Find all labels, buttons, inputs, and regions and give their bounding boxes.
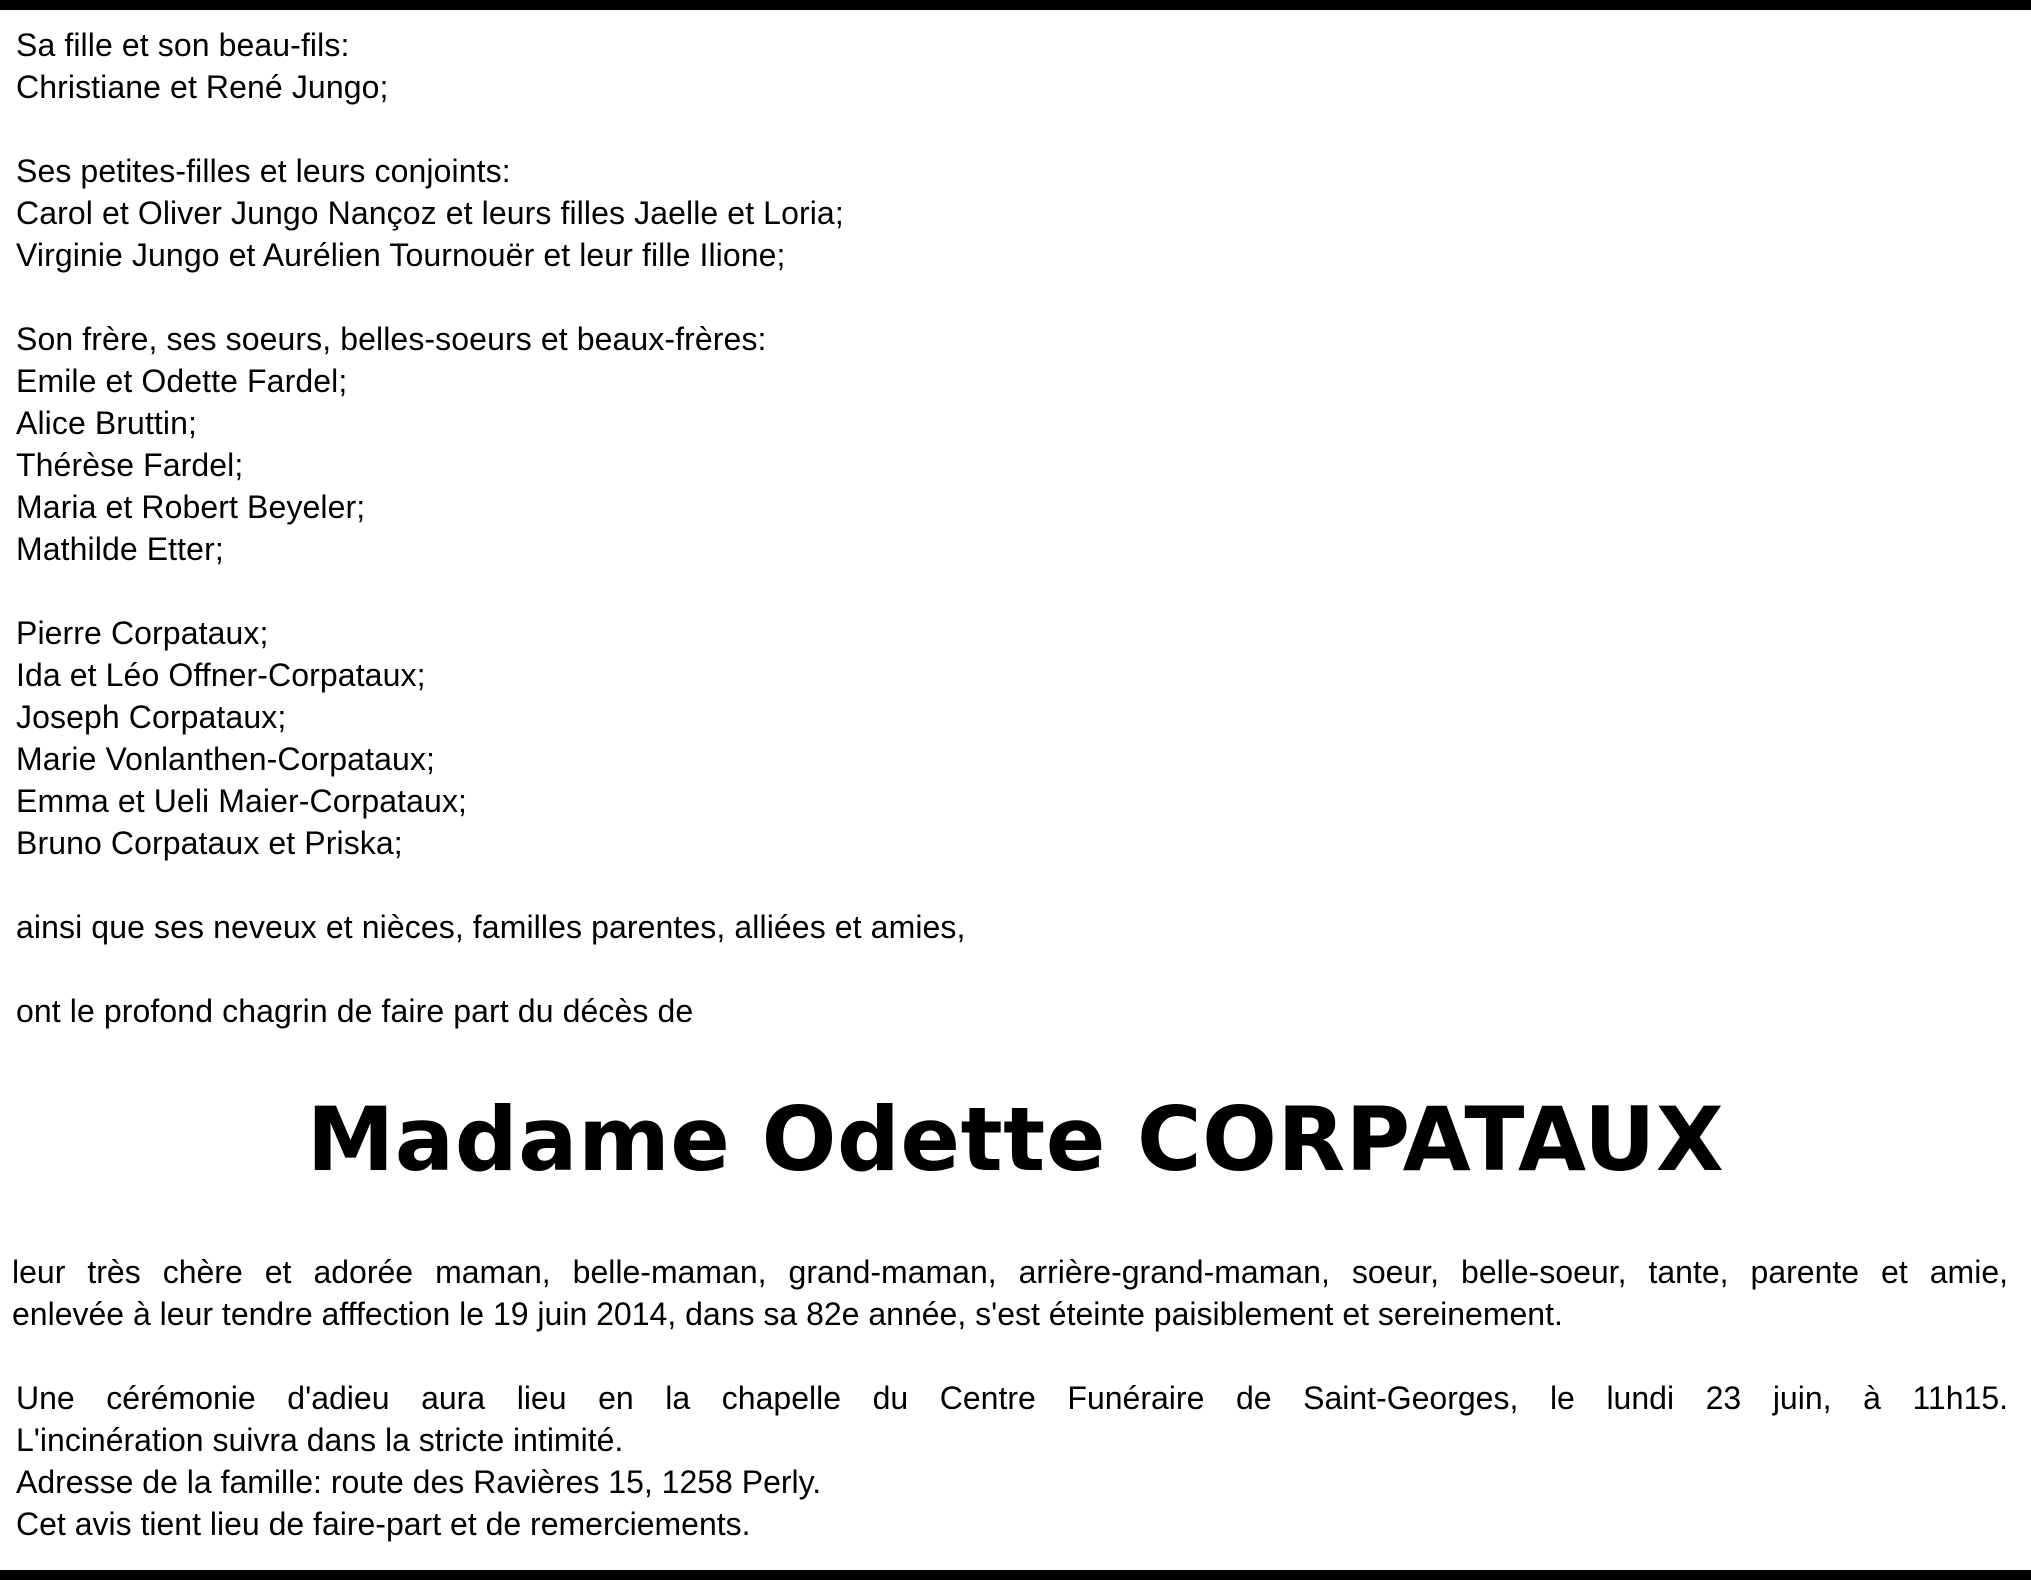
granddaughters-heading: Ses petites-filles et leurs conjoints: xyxy=(16,153,511,189)
sibling-line: Mathilde Etter; xyxy=(16,531,224,567)
in-law-line: Joseph Corpataux; xyxy=(16,699,287,735)
description-paragraph xyxy=(12,1251,2008,1335)
daughter-names: Christiane et René Jungo; xyxy=(16,69,389,105)
sibling-line: Maria et Robert Beyeler; xyxy=(16,489,366,525)
sibling-line: Thérèse Fardel; xyxy=(16,447,244,483)
ceremony-line: L'incinération suivra dans la stricte intimité. xyxy=(16,1422,624,1458)
closing-line: Cet avis tient lieu de faire-part et de remerciements. xyxy=(16,1506,751,1542)
daughter-heading: Sa fille et son beau-fils: xyxy=(16,27,350,63)
description-line: enlevée à leur tendre afffection le 19 juin 2014, dans sa 82e année, s'est éteinte paisiblement et sereinement. xyxy=(12,1296,1563,1332)
granddaughter-line: Virginie Jungo et Aurélien Tournouër et leur fille Ilione; xyxy=(16,237,786,273)
spacer xyxy=(16,948,2006,990)
description-line: leur très chère et adorée maman, belle-maman, grand-maman, arrière-grand-maman, soeur, belle-soeur, tante, parente et amie, xyxy=(12,1254,2008,1290)
ceremony-paragraph xyxy=(16,1377,2008,1545)
spacer xyxy=(16,864,2006,906)
bottom-rule xyxy=(0,1570,2031,1580)
spacer xyxy=(16,108,2006,150)
others-line: ainsi que ses neveux et nièces, familles parentes, alliées et amies, xyxy=(16,909,966,945)
announcement-line: ont le profond chagrin de faire part du décès de xyxy=(16,993,694,1029)
address-line: Adresse de la famille: route des Ravières 15, 1258 Perly. xyxy=(16,1464,822,1500)
top-rule xyxy=(0,0,2031,10)
sibling-line: Emile et Odette Fardel; xyxy=(16,363,348,399)
in-law-line: Bruno Corpataux et Priska; xyxy=(16,825,403,861)
in-law-line: Ida et Léo Offner-Corpataux; xyxy=(16,657,426,693)
deceased-name: Madame Odette CORPATAUX xyxy=(306,1088,1725,1191)
sibling-line: Alice Bruttin; xyxy=(16,405,198,441)
siblings-heading: Son frère, ses soeurs, belles-soeurs et beaux-frères: xyxy=(16,321,767,357)
family-list xyxy=(16,24,2006,1032)
granddaughter-line: Carol et Oliver Jungo Nançoz et leurs filles Jaelle et Loria; xyxy=(16,195,844,231)
spacer xyxy=(16,570,2006,612)
in-law-line: Marie Vonlanthen-Corpataux; xyxy=(16,741,435,777)
ceremony-line: Une cérémonie d'adieu aura lieu en la chapelle du Centre Funéraire de Saint-Georges, le lundi 23 juin, à 11h15. xyxy=(16,1380,2008,1416)
in-law-line: Pierre Corpataux; xyxy=(16,615,269,651)
in-law-line: Emma et Ueli Maier-Corpataux; xyxy=(16,783,468,819)
spacer xyxy=(16,276,2006,318)
